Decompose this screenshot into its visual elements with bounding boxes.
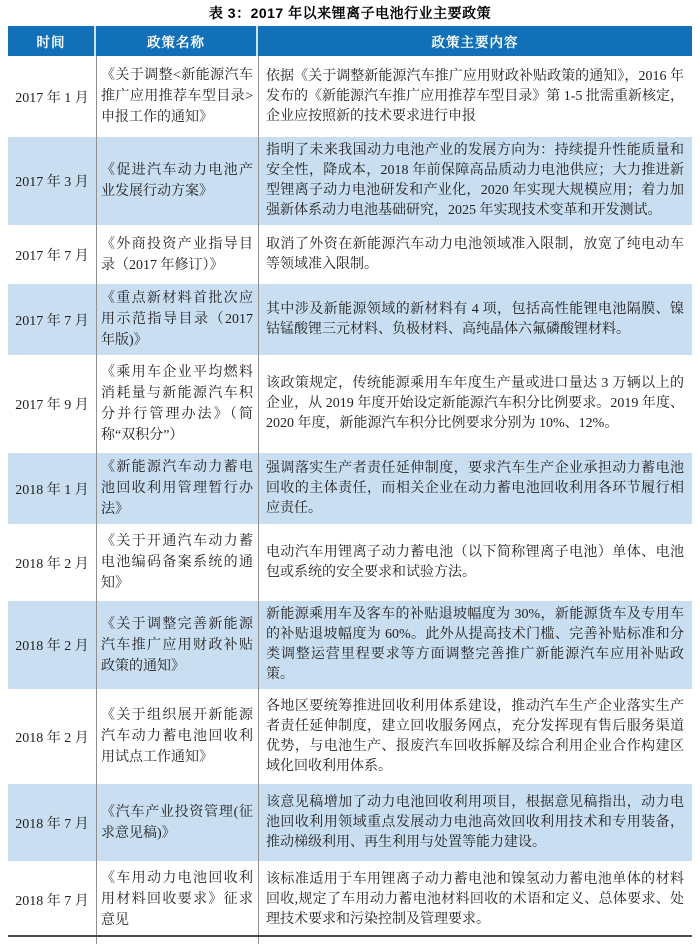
policy-content-text: 该政策规定，传统能源乘用车年度生产量或进口量达 3 万辆以上的企业，从 2019 年度开始设定新能源汽车积分比例要求。2019 年度、2020 年度，新能源汽车积分比例要求分别为 10%、12%。 <box>266 376 684 431</box>
policy-content-text: 依据《关于调整新能源汽车推广应用财政补贴政策的通知》，2016 年发布的《新能源汽车推广应用推荐车型目录》第 1-5 批需重新核定，企业应按照新的技术要求进行申报 <box>266 68 684 124</box>
policy-content-text: 指明了未来我国动力电池产业的发展方向为：持续提升性能质量和安全性，降成本，2018 年前保障高品质动力电池供应；大力推进新型锂离子动力电池研发和产业化，2020 年实现大规模应用；着力加强新体系动力电池基础研究，2025 年实现技术变革和开发测试。 <box>266 143 684 218</box>
policy-name-text: 《外商投资产业指导目录（2017 年修订）》 <box>101 236 253 273</box>
time-cell: 2018 年 1 月 <box>15 482 89 498</box>
policy-name-cell <box>96 601 258 689</box>
policy-name-text: 《关于调整完善新能源汽车推广应用财政补贴政策的通知》 <box>101 616 253 674</box>
table-header-row <box>8 26 692 56</box>
policy-name-text: 《新能源汽车动力蓄电池回收利用管理暂行办法》 <box>101 460 253 517</box>
table-row <box>8 450 692 524</box>
table-row <box>8 598 692 689</box>
policy-content-text: 各地区要统筹推进回收利用体系建设，推动汽车生产企业落实生产者责任延伸制度，建立回收服务网点，充分发挥现有售后服务渠道优势，与电池生产、报废汽车回收拆解及综合利用企业合作构建区域化回收利用体系。 <box>266 698 684 774</box>
policy-name-cell <box>96 864 258 935</box>
time-cell: 2017 年 7 月 <box>15 313 89 329</box>
policy-name-cell <box>96 784 258 861</box>
policy-name-cell <box>96 228 258 281</box>
table-bottom-border <box>8 935 692 937</box>
policy-name-cell <box>96 527 258 598</box>
policy-content-text: 该意见稿增加了动力电池回收利用项目，根据意见稿指出，动力电池回收利用领域重点发展动力电池高效回收利用技术和专用装备，推动梯级利用、再生利用与处置等能力建设。 <box>266 794 684 850</box>
policy-content-text: 取消了外资在新能源汽车动力电池领域准入限制，放宽了纯电动车等领域准入限制。 <box>266 236 684 272</box>
time-cell: 2017 年 1 月 <box>15 90 89 106</box>
policy-name-cell <box>96 137 258 225</box>
policy-name-text: 《汽车产业投资管理(征求意见稿)》 <box>101 804 253 841</box>
policy-name-text: 《关于调整<新能源汽车推广应用推荐车型目录>申报工作的通知》 <box>101 68 253 125</box>
table-row <box>8 781 692 861</box>
time-cell: 2018 年 2 月 <box>15 730 89 746</box>
policy-name-text: 《车用动力电池回收利用材料回收要求》征求意见 <box>101 871 253 928</box>
policy-name-text: 《乘用车企业平均燃料消耗量与新能源汽车积分并行管理办法》（简称“双积分”） <box>101 365 253 443</box>
policy-name-text: 《关于组织展开新能源汽车动力蓄电池回收利用试点工作通知》 <box>101 708 253 765</box>
time-cell: 2018 年 7 月 <box>15 893 89 909</box>
table-row <box>8 524 692 598</box>
policy-content-text: 其中涉及新能源领域的新材料有 4 项，包括高性能锂电池隔膜、镍钴锰酸锂三元材料、负极材料、高纯晶体六氟磷酸锂材料。 <box>266 301 684 337</box>
time-cell: 2018 年 2 月 <box>15 556 89 572</box>
policy-name-text: 《关于开通汽车动力蓄电池编码备案系统的通知》 <box>101 534 253 591</box>
policy-content-text: 新能源乘用车及客车的补贴退坡幅度为 30%，新能源货车及专用车的补贴退坡幅度为 60%。此外从提高技术门槛、完善补贴标准和分类调整运营里程要求等方面调整完善推广新能源汽车应用补贴政策。 <box>266 607 684 682</box>
column-divider <box>96 56 97 944</box>
table-title: 表 3：2017 年以来锂离子电池行业主要政策 <box>208 5 492 21</box>
policy-name-cell <box>96 59 258 134</box>
policy-content-cell <box>258 864 692 935</box>
table-row <box>8 281 692 355</box>
policy-content-text: 强调落实生产者责任延伸制度，要求汽车生产企业承担动力蓄电池回收的主体责任，而相关企业在动力蓄电池回收利用各环节履行相应责任。 <box>266 460 684 516</box>
policy-content-cell <box>258 358 692 450</box>
policy-name-cell <box>96 358 258 450</box>
header-policy-content: 政策主要内容 <box>431 35 519 50</box>
header-time: 时间 <box>8 26 96 56</box>
column-divider <box>258 56 259 944</box>
time-cell: 2018 年 2 月 <box>15 639 89 654</box>
time-cell: 2017 年 3 月 <box>15 175 89 190</box>
policy-content-cell <box>258 228 692 281</box>
policy-content-cell <box>258 59 692 134</box>
policy-content-text: 该标准适用于车用锂离子动力蓄电池和镍氢动力蓄电池单体的材料回收,规定了车用动力蓄电池材料回收的术语和定义、总体要求、处理技术要求和污染控制及管理要求。 <box>266 871 684 927</box>
table-row <box>8 225 692 281</box>
time-cell: 2018 年 7 月 <box>15 816 89 832</box>
policy-content-cell <box>258 527 692 598</box>
policy-content-cell <box>258 284 692 355</box>
time-cell: 2017 年 7 月 <box>15 248 89 264</box>
policy-content-cell <box>258 453 692 524</box>
next-row-sliver <box>8 937 692 944</box>
policy-content-cell <box>258 601 692 689</box>
policy-name-cell <box>96 284 258 355</box>
table-row <box>8 134 692 225</box>
policy-content-cell <box>258 137 692 225</box>
table-row <box>8 355 692 450</box>
policy-content-text: 电动汽车用锂离子动力蓄电池（以下简称锂离子电池）单体、电池包或系统的安全要求和试验方法。 <box>266 544 684 580</box>
policy-table <box>8 26 692 944</box>
policy-name-cell <box>96 692 258 781</box>
policy-name-text: 《重点新材料首批次应用示范指导目录（2017 年版)》 <box>101 291 253 348</box>
time-cell: 2017 年 9 月 <box>15 398 89 413</box>
table-row <box>8 56 692 134</box>
policy-name-cell <box>96 453 258 524</box>
table-row <box>8 689 692 781</box>
policy-name-text: 《促进汽车动力电池产业发展行动方案》 <box>101 163 253 199</box>
policy-content-cell <box>258 784 692 861</box>
header-policy-name: 政策名称 <box>96 26 258 56</box>
table-row <box>8 861 692 935</box>
policy-content-cell <box>258 692 692 781</box>
